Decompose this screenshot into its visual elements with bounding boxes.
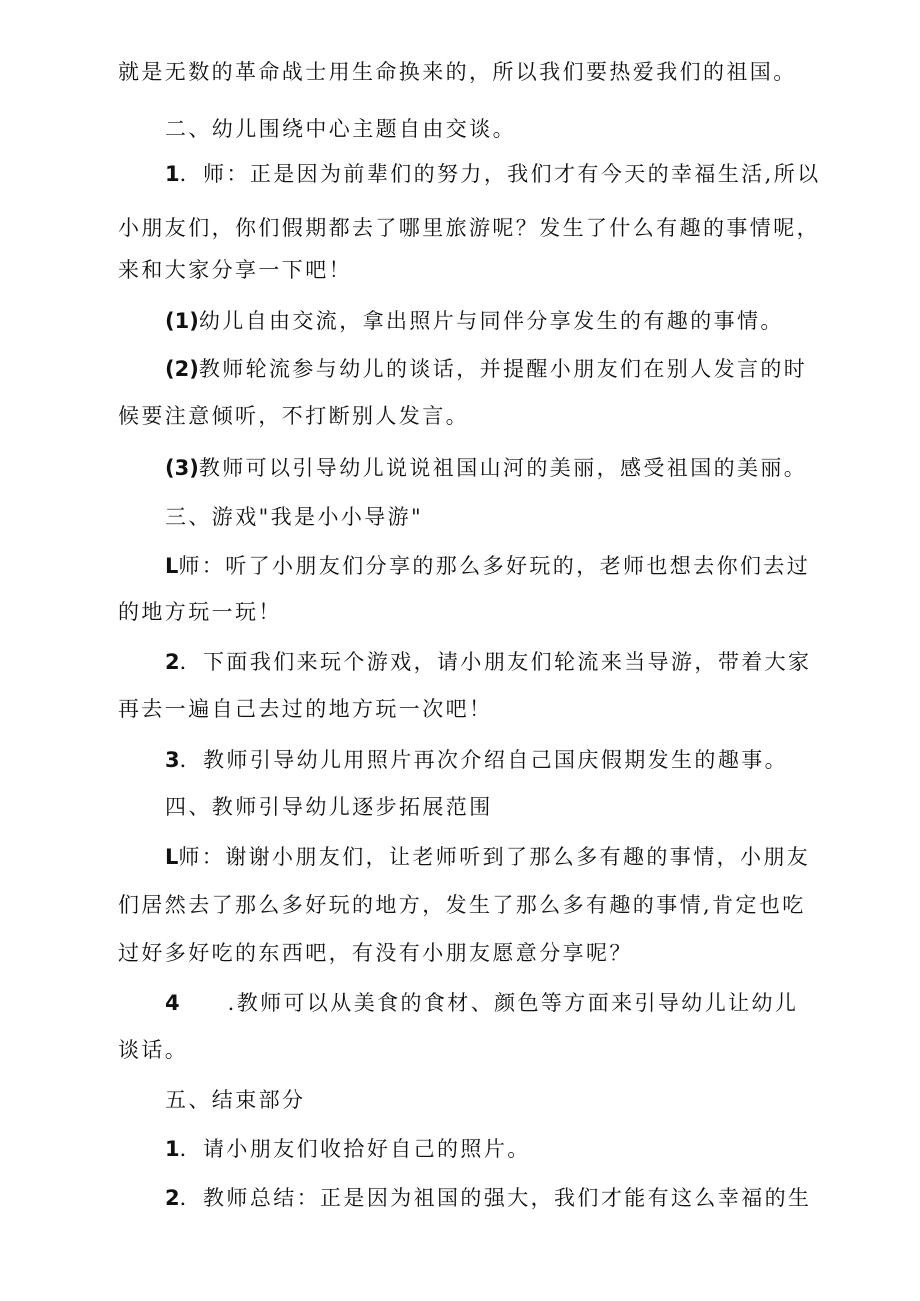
line-text: ．下面我们来玩个游戏，请小朋友们轮流来当导游，带着大家 [179,650,812,674]
text-line [165,160,821,188]
list-marker: L [165,845,179,869]
line-text: ．教师总结：正是因为祖国的强大，我们才能有这么幸福的生 [179,1186,812,1210]
text-line [165,1135,531,1163]
line-text: ．师：正是因为前辈们的努力，我们才有今天的幸福生活,所以 [179,162,821,186]
text-line: 的地方玩一玩！ [118,600,282,624]
list-marker: (3) [165,456,199,480]
text-line [165,355,807,383]
line-text: 幼儿自由交流，拿出照片与同伴分享发生的有趣的事情。 [198,309,784,333]
line-text: ．教师引导幼儿用照片再次介绍自己国庆假期发生的趣事。 [179,748,789,772]
text-line [165,648,811,676]
text-line: 谈话。 [118,1038,189,1062]
line-text: 教师可以引导幼儿说说祖国山河的美丽，感受祖国的美丽。 [198,456,808,480]
list-marker: 1 [165,1137,180,1161]
text-line [165,843,810,871]
list-marker: (1) [165,309,199,333]
text-line: 过好多好吃的东西吧，有没有小朋友愿意分享呢？ [118,941,633,965]
text-line [165,307,784,335]
text-line [165,454,807,482]
line-text: 师：听了小朋友们分享的那么多好玩的，老师也想去你们去过 [178,554,811,578]
list-marker: L [165,554,179,578]
text-line: 们居然去了那么多好玩的地方，发生了那么多有趣的事情,肯定也吃 [118,893,806,917]
text-line [165,1184,811,1212]
line-text: 教师轮流参与幼儿的谈话，并提醒小朋友们在别人发言的时 [198,357,808,381]
section-heading: 三、游戏"我是小小导游" [165,505,424,529]
text-line [165,552,810,580]
line-text: 师：谢谢小朋友们，让老师听到了那么多有趣的事情，小朋友 [178,845,811,869]
line-text: .教师可以从美食的食材、颜色等方面来引导幼儿让幼儿 [227,991,799,1015]
list-marker: 3 [165,748,180,772]
text-line: 候要注意倾听，不打断别人发言。 [118,404,469,428]
list-marker: 2 [165,1186,180,1210]
section-heading: 二、幼儿围绕中心主题自由交谈。 [165,117,516,141]
list-marker: 2 [165,650,180,674]
list-marker: (2) [165,357,199,381]
text-line: 就是无数的革命战士用生命换来的，所以我们要热爱我们的祖国。 [118,60,797,84]
text-line: 小朋友们，你们假期都去了哪里旅游呢？发生了什么有趣的事情呢， [118,216,820,240]
list-marker: 1 [165,162,180,186]
section-heading: 四、教师引导幼儿逐步拓展范围 [165,795,493,819]
list-marker: 4 [165,991,180,1015]
text-line: 再去一遍自己去过的地方玩一次吧！ [118,697,493,721]
text-line: 来和大家分享一下吧！ [118,258,352,282]
text-line [165,746,788,774]
section-heading: 五、结束部分 [165,1088,306,1112]
line-text: ．请小朋友们收拾好自己的照片。 [179,1137,531,1161]
text-line [165,989,798,1017]
